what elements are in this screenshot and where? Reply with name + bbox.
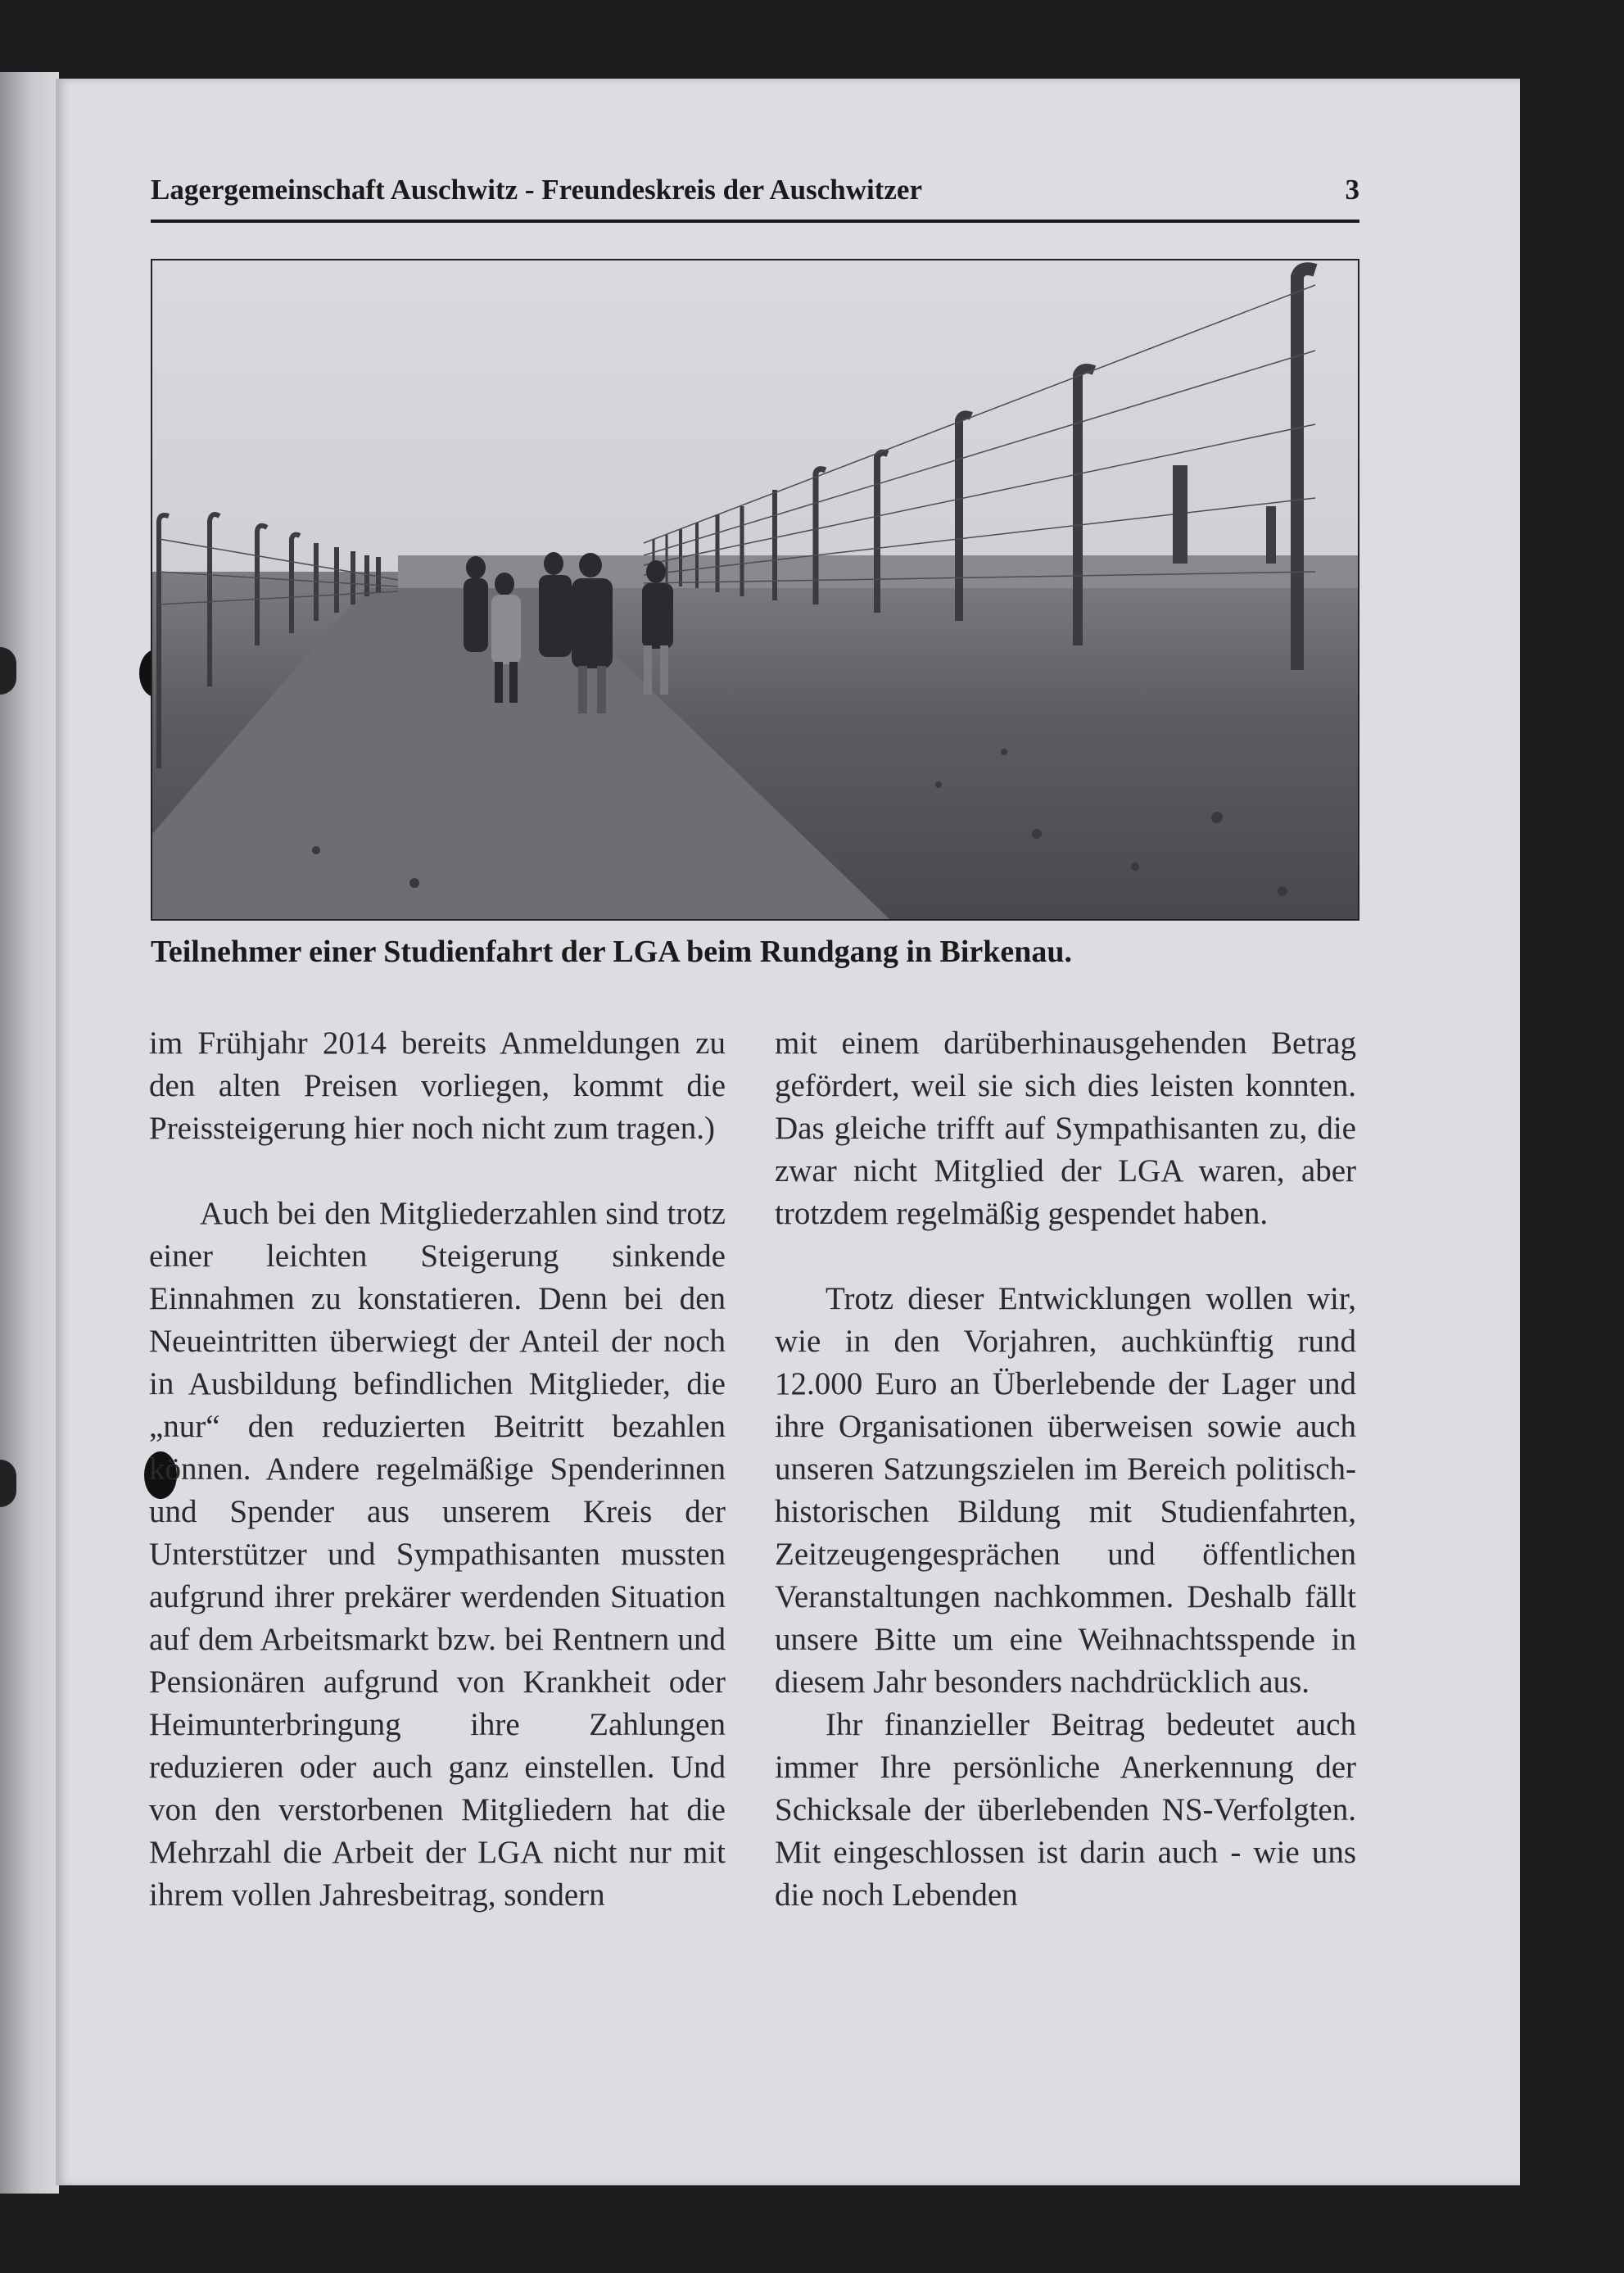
paragraph: im Frühjahr 2014 bereits Anmeldungen zu den alten Preisen vorliegen, kommt die Preissteigerung hier noch nicht zum tragen.): [149, 1026, 726, 1146]
photo-illustration: [152, 260, 1358, 919]
paragraph: Ihr finanzieller Beitrag bedeutet auch immer Ihre persönliche Anerkennung der Schicksale der überlebenden NS-Verfolgten. Mit eingeschlossen ist darin auch - wie uns die noch Lebenden: [775, 1707, 1356, 1913]
previous-page-edge: [0, 72, 59, 2194]
photo-caption: Teilnehmer einer Studienfahrt der LGA beim Rundgang in Birkenau.: [151, 935, 1073, 969]
page-number: 3: [1345, 174, 1359, 206]
paragraph: mit einem darüberhinausgehenden Betrag gefördert, weil sie sich dies leisten konnten. Das gleiche trifft auf Sympathisanten zu, die zwar nicht Mitglied der LGA waren, aber trotzdem regelmäßig gespendet haben.: [775, 1026, 1356, 1231]
paragraph: Auch bei den Mitgliederzahlen sind trotz einer leichten Steigerung sinkende Einnahmen zu konstatieren. Denn bei den Neueintritten überwiegt der Anteil der noch in Ausbildung befindlichen Mitglieder, die „nur“ den reduzierten Beitritt bezahlen können. Andere regelmäßige Spenderinnen und Spender aus unserem Kreis der Unterstützer und Sympathisanten mussten aufgrund ihrer prekärer werdenden Situation auf dem Arbeitsmarkt bzw. bei Rentnern und Pensionären aufgrund von Krankheit oder Heimunterbringung ihre Zahlungen reduzieren oder auch ganz einstellen. Und von den verstorbenen Mitgliedern hat die Mehrzahl die Arbeit der LGA nicht nur mit ihrem vollen Jahresbeitrag, sondern: [149, 1196, 726, 1913]
paragraph: Trotz dieser Entwicklungen wollen wir, wie in den Vorjahren, auchkünftig rund 12.000 Euro an Überlebende der Lager und ihre Organisationen überweisen sowie auch unseren Satzungszielen im Bereich politisch-historischen Bildung mit Studienfahrten, Zeitzeugengesprächen und öffentlichen Veranstaltungen nachkommen. Deshalb fällt unsere Bitte um eine Weihnachtsspende in diesem Jahr besonders nachdrücklich aus.: [775, 1281, 1356, 1700]
text-column-right: [775, 1022, 1356, 1917]
text-column-left: [149, 1022, 726, 1917]
running-header: [151, 174, 1359, 223]
photo-birkenau-fence: [151, 259, 1359, 921]
header-title: Lagergemeinschaft Auschwitz - Freundeskreis der Auschwitzer: [151, 174, 922, 206]
